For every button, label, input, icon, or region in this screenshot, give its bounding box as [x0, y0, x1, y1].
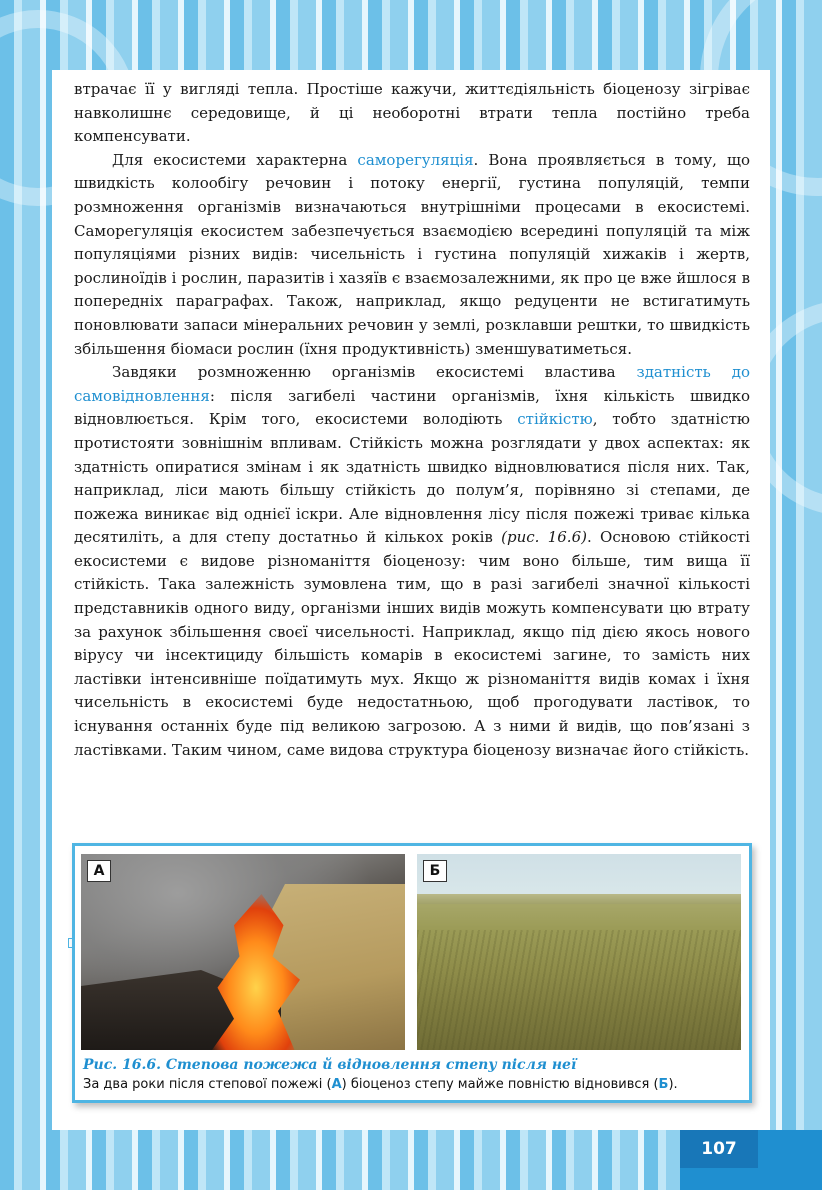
- paragraph: [74, 361, 750, 762]
- paragraph-text: Для екосистеми характерна: [112, 150, 358, 169]
- paragraph-text: втрачає її у вигляді тепла. Простіше кажучи, життєдіяльність біоценозу зігріває навколишнє середовище, й ці необоротні втрати тепла постійно треба компенсувати.: [74, 80, 750, 146]
- page-number: 107: [680, 1130, 758, 1168]
- figure-caption: [83, 1056, 747, 1094]
- grass-texture: [417, 930, 741, 1050]
- caption-text-part: ).: [668, 1077, 678, 1092]
- caption-text: [83, 1075, 747, 1094]
- figure-reference: (рис. 16.6): [501, 528, 587, 547]
- paragraph-text: , тобто здатністю протистояти зовнішнім впливам. Стійкість можна розглядати у двох аспектах: як здатність опиратися змінам і як здатність швидко відновлюватися після них. Так, наприклад, ліси мають більшу стійкість до полум’я, порівняно зі степами, де пожежа виникає від однієї іскри. Але відновлення лісу після пожежі триває кілька десятиліть, а для степу достатньо й кількох років: [74, 410, 750, 547]
- term-self-regulation: саморегуляція: [357, 150, 474, 169]
- caption-mark-a: А: [331, 1077, 342, 1092]
- paragraph-text: . Основою стійкості екосистеми є видове різноманіття біоценозу: чим воно більше, тим вища її стійкість. Така залежність зумовлена тим, що в разі загибелі значної кількості представників одного виду, організми інших видів можуть компенсувати цю втрату за рахунок збільшення своєї чисельності. Наприклад, якщо під дією якось нового вірусу чи інсектициду більшість комарів в екосистемі загине, то замість них ластівки інтенсивніше поїдатимуть мух. Якщо ж різноманіття видів комах і їхня чисельність в екосистемі буде недостатньою, щоб прогодувати ластівок, то існування останніх буде під великою загрозою. А з ними й видів, що пов’язані з ластівками. Таким чином, саме видова структура біоценозу визначає його стійкість.: [74, 528, 750, 759]
- photo-label-b: Б: [423, 860, 447, 882]
- body-text: [74, 78, 750, 762]
- caption-mark-b: Б: [658, 1077, 669, 1092]
- paragraph-text: Завдяки розмноженню організмів екосистемі властива: [112, 363, 637, 382]
- horizon-line: [417, 894, 741, 904]
- caption-title: Рис. 16.6. Степова пожежа й відновлення степу після неї: [83, 1057, 577, 1073]
- paragraph-text: : після загибелі частини організмів, їхня кількість швидко відновлюється. Крім того, екосистеми володіють: [74, 386, 750, 429]
- caption-text-part: За два роки після степової пожежі (: [83, 1077, 332, 1092]
- term-stability: стійкістю: [517, 410, 593, 429]
- photo-steppe-fire: [81, 854, 405, 1050]
- paragraph: [74, 78, 750, 149]
- paragraph: [74, 149, 750, 361]
- caption-text-part: ) біоценоз степу майже повністю відновився (: [341, 1077, 659, 1092]
- paragraph-text: . Вона проявляється в тому, що швидкість колообігу речовин і потоку енергії, густина популяцій, темпи розмноження організмів визначаються внутрішніми процесами в екосистемі. Саморегуляція екосистем забезпечується взаємодією всередині популяцій та між популяціями різних видів: чисельність і густина популяцій хижаків і жертв, рослиноїдів і рослин, паразитів і хазяїв є взаємозалежними, як про це вже йшлося в попередніх параграфах. Також, наприклад, якщо редуценти не встигатимуть поновлювати запаси мінеральних речовин у землі, розклавши рештки, то швидкість збільшення біомаси рослин (їхня продуктивність) зменшуватиметься.: [74, 150, 751, 358]
- photo-recovered-steppe: [417, 854, 741, 1050]
- term-self-recovery: здатність до самовідновлення: [74, 363, 750, 405]
- figure-16-6: [72, 843, 752, 1103]
- photo-label-a: А: [87, 860, 111, 882]
